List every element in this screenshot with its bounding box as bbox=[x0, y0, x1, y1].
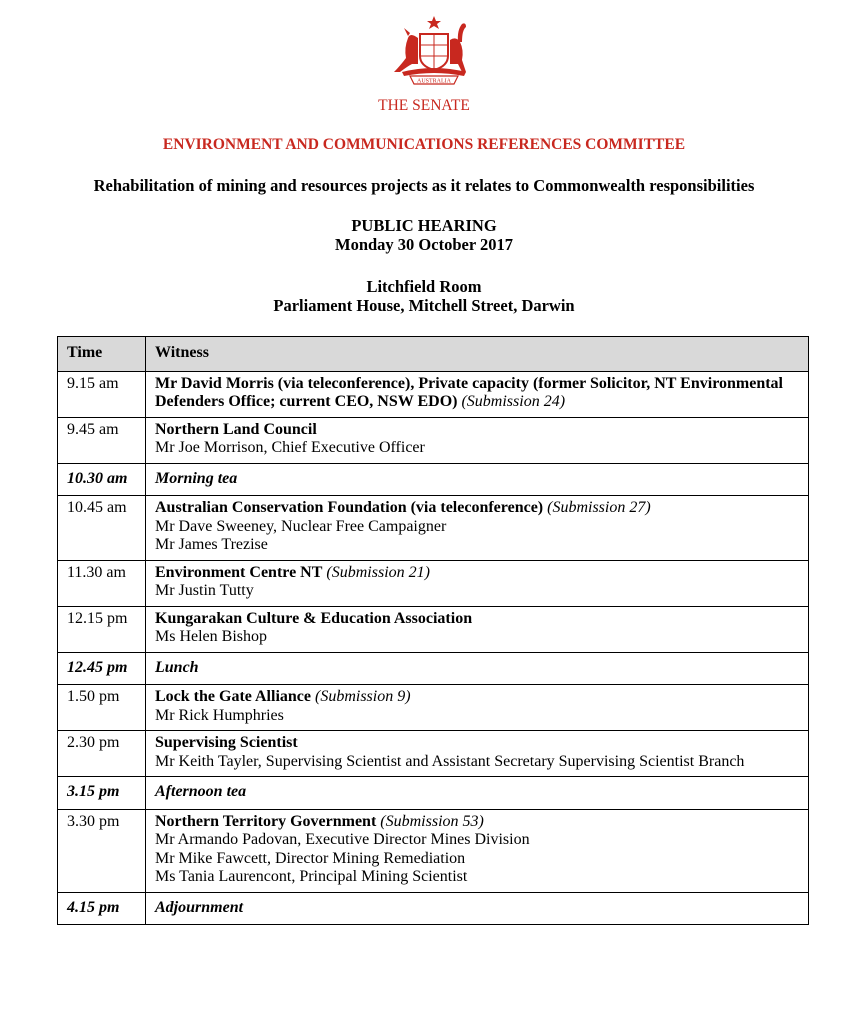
witness-person: Mr Joe Morrison, Chief Executive Officer bbox=[155, 439, 425, 456]
break-row bbox=[58, 652, 809, 685]
time-cell: 10.45 am bbox=[58, 496, 146, 561]
time-cell: 4.15 pm bbox=[58, 892, 146, 925]
venue-address: Parliament House, Mitchell Street, Darwin bbox=[273, 296, 575, 315]
hearing-block bbox=[0, 216, 848, 254]
witness-cell: Afternoon tea bbox=[146, 777, 809, 810]
program-table bbox=[57, 336, 809, 925]
submission-ref: (Submission 24) bbox=[461, 393, 566, 410]
organisation-name: Australian Conservation Foundation (via teleconference) bbox=[155, 499, 544, 516]
witness-person: Mr Keith Tayler, Supervising Scientist and Assistant Secretary Supervising Scientist Branch bbox=[155, 752, 745, 770]
table-row bbox=[58, 417, 809, 463]
witness-cell bbox=[146, 731, 809, 777]
table-row bbox=[58, 685, 809, 731]
organisation-name: Northern Land Council bbox=[155, 420, 317, 438]
organisation-name: Northern Territory Government bbox=[155, 812, 377, 830]
witness-cell bbox=[146, 809, 809, 892]
witness-column-header: Witness bbox=[146, 337, 809, 372]
witness-person: Mr Rick Humphries bbox=[155, 706, 284, 724]
organisation-name: Environment Centre NT bbox=[155, 563, 323, 581]
witness-cell bbox=[146, 371, 809, 417]
witness-person: Mr Armando Padovan, Executive Director Mines Division bbox=[155, 831, 530, 848]
table-row bbox=[58, 496, 809, 561]
break-row bbox=[58, 463, 809, 496]
time-cell: 3.15 pm bbox=[58, 777, 146, 810]
organisation-name: Supervising Scientist bbox=[155, 734, 298, 751]
table-header-row bbox=[58, 337, 809, 372]
time-cell: 10.30 am bbox=[58, 463, 146, 496]
time-cell: 12.45 pm bbox=[58, 652, 146, 685]
organisation-name: Mr David Morris (via teleconference), Private capacity (former Solicitor, NT Environmental Defenders Office; current CEO, NSW EDO) bbox=[155, 374, 783, 410]
table-row bbox=[58, 560, 809, 606]
witness-person: Mr James Trezise bbox=[155, 536, 268, 553]
organisation-name: Lock the Gate Alliance bbox=[155, 688, 311, 705]
table-row bbox=[58, 809, 809, 892]
submission-ref: (Submission 53) bbox=[380, 812, 484, 830]
venue-room: Litchfield Room bbox=[366, 277, 482, 296]
time-cell: 12.15 pm bbox=[58, 606, 146, 652]
submission-ref: (Submission 9) bbox=[314, 688, 411, 705]
organisation-name: Kungarakan Culture & Education Association bbox=[155, 609, 473, 627]
hearing-type: PUBLIC HEARING bbox=[351, 216, 497, 235]
witness-person: Mr Justin Tutty bbox=[155, 582, 254, 599]
submission-ref: (Submission 21) bbox=[326, 563, 430, 581]
witness-cell: Morning tea bbox=[146, 463, 809, 496]
time-cell: 9.15 am bbox=[58, 371, 146, 417]
break-row bbox=[58, 892, 809, 925]
inquiry-title: Rehabilitation of mining and resources projects as it relates to Commonwealth responsibilities bbox=[93, 176, 755, 195]
witness-cell: Adjournment bbox=[146, 892, 809, 925]
venue-block bbox=[0, 277, 848, 315]
witness-cell bbox=[146, 560, 809, 606]
time-cell: 11.30 am bbox=[58, 560, 146, 606]
witness-person: Mr Dave Sweeney, Nuclear Free Campaigner bbox=[155, 517, 447, 535]
witness-person: Mr Mike Fawcett, Director Mining Remediation bbox=[155, 849, 466, 867]
time-cell: 2.30 pm bbox=[58, 731, 146, 777]
hearing-date: Monday 30 October 2017 bbox=[335, 235, 513, 254]
submission-ref: (Submission 27) bbox=[547, 499, 651, 516]
table-row bbox=[58, 371, 809, 417]
witness-cell bbox=[146, 685, 809, 731]
committee-title: ENVIRONMENT AND COMMUNICATIONS REFERENCES COMMITTEE bbox=[162, 136, 686, 153]
senate-title: THE SENATE bbox=[378, 97, 470, 114]
witness-person: Ms Helen Bishop bbox=[155, 628, 267, 645]
break-row bbox=[58, 777, 809, 810]
witness-cell bbox=[146, 606, 809, 652]
time-column-header: Time bbox=[58, 337, 146, 372]
program-body bbox=[58, 371, 809, 925]
witness-cell: Lunch bbox=[146, 652, 809, 685]
witness-cell bbox=[146, 496, 809, 561]
witness-person: Ms Tania Laurencont, Principal Mining Scientist bbox=[155, 868, 468, 885]
crest-banner-text: AUSTRALIA bbox=[417, 78, 451, 85]
table-row bbox=[58, 606, 809, 652]
time-cell: 3.30 pm bbox=[58, 809, 146, 892]
time-cell: 1.50 pm bbox=[58, 685, 146, 731]
witness-cell bbox=[146, 417, 809, 463]
time-cell: 9.45 am bbox=[58, 417, 146, 463]
table-row bbox=[58, 731, 809, 777]
coat-of-arms-logo bbox=[384, 14, 484, 90]
